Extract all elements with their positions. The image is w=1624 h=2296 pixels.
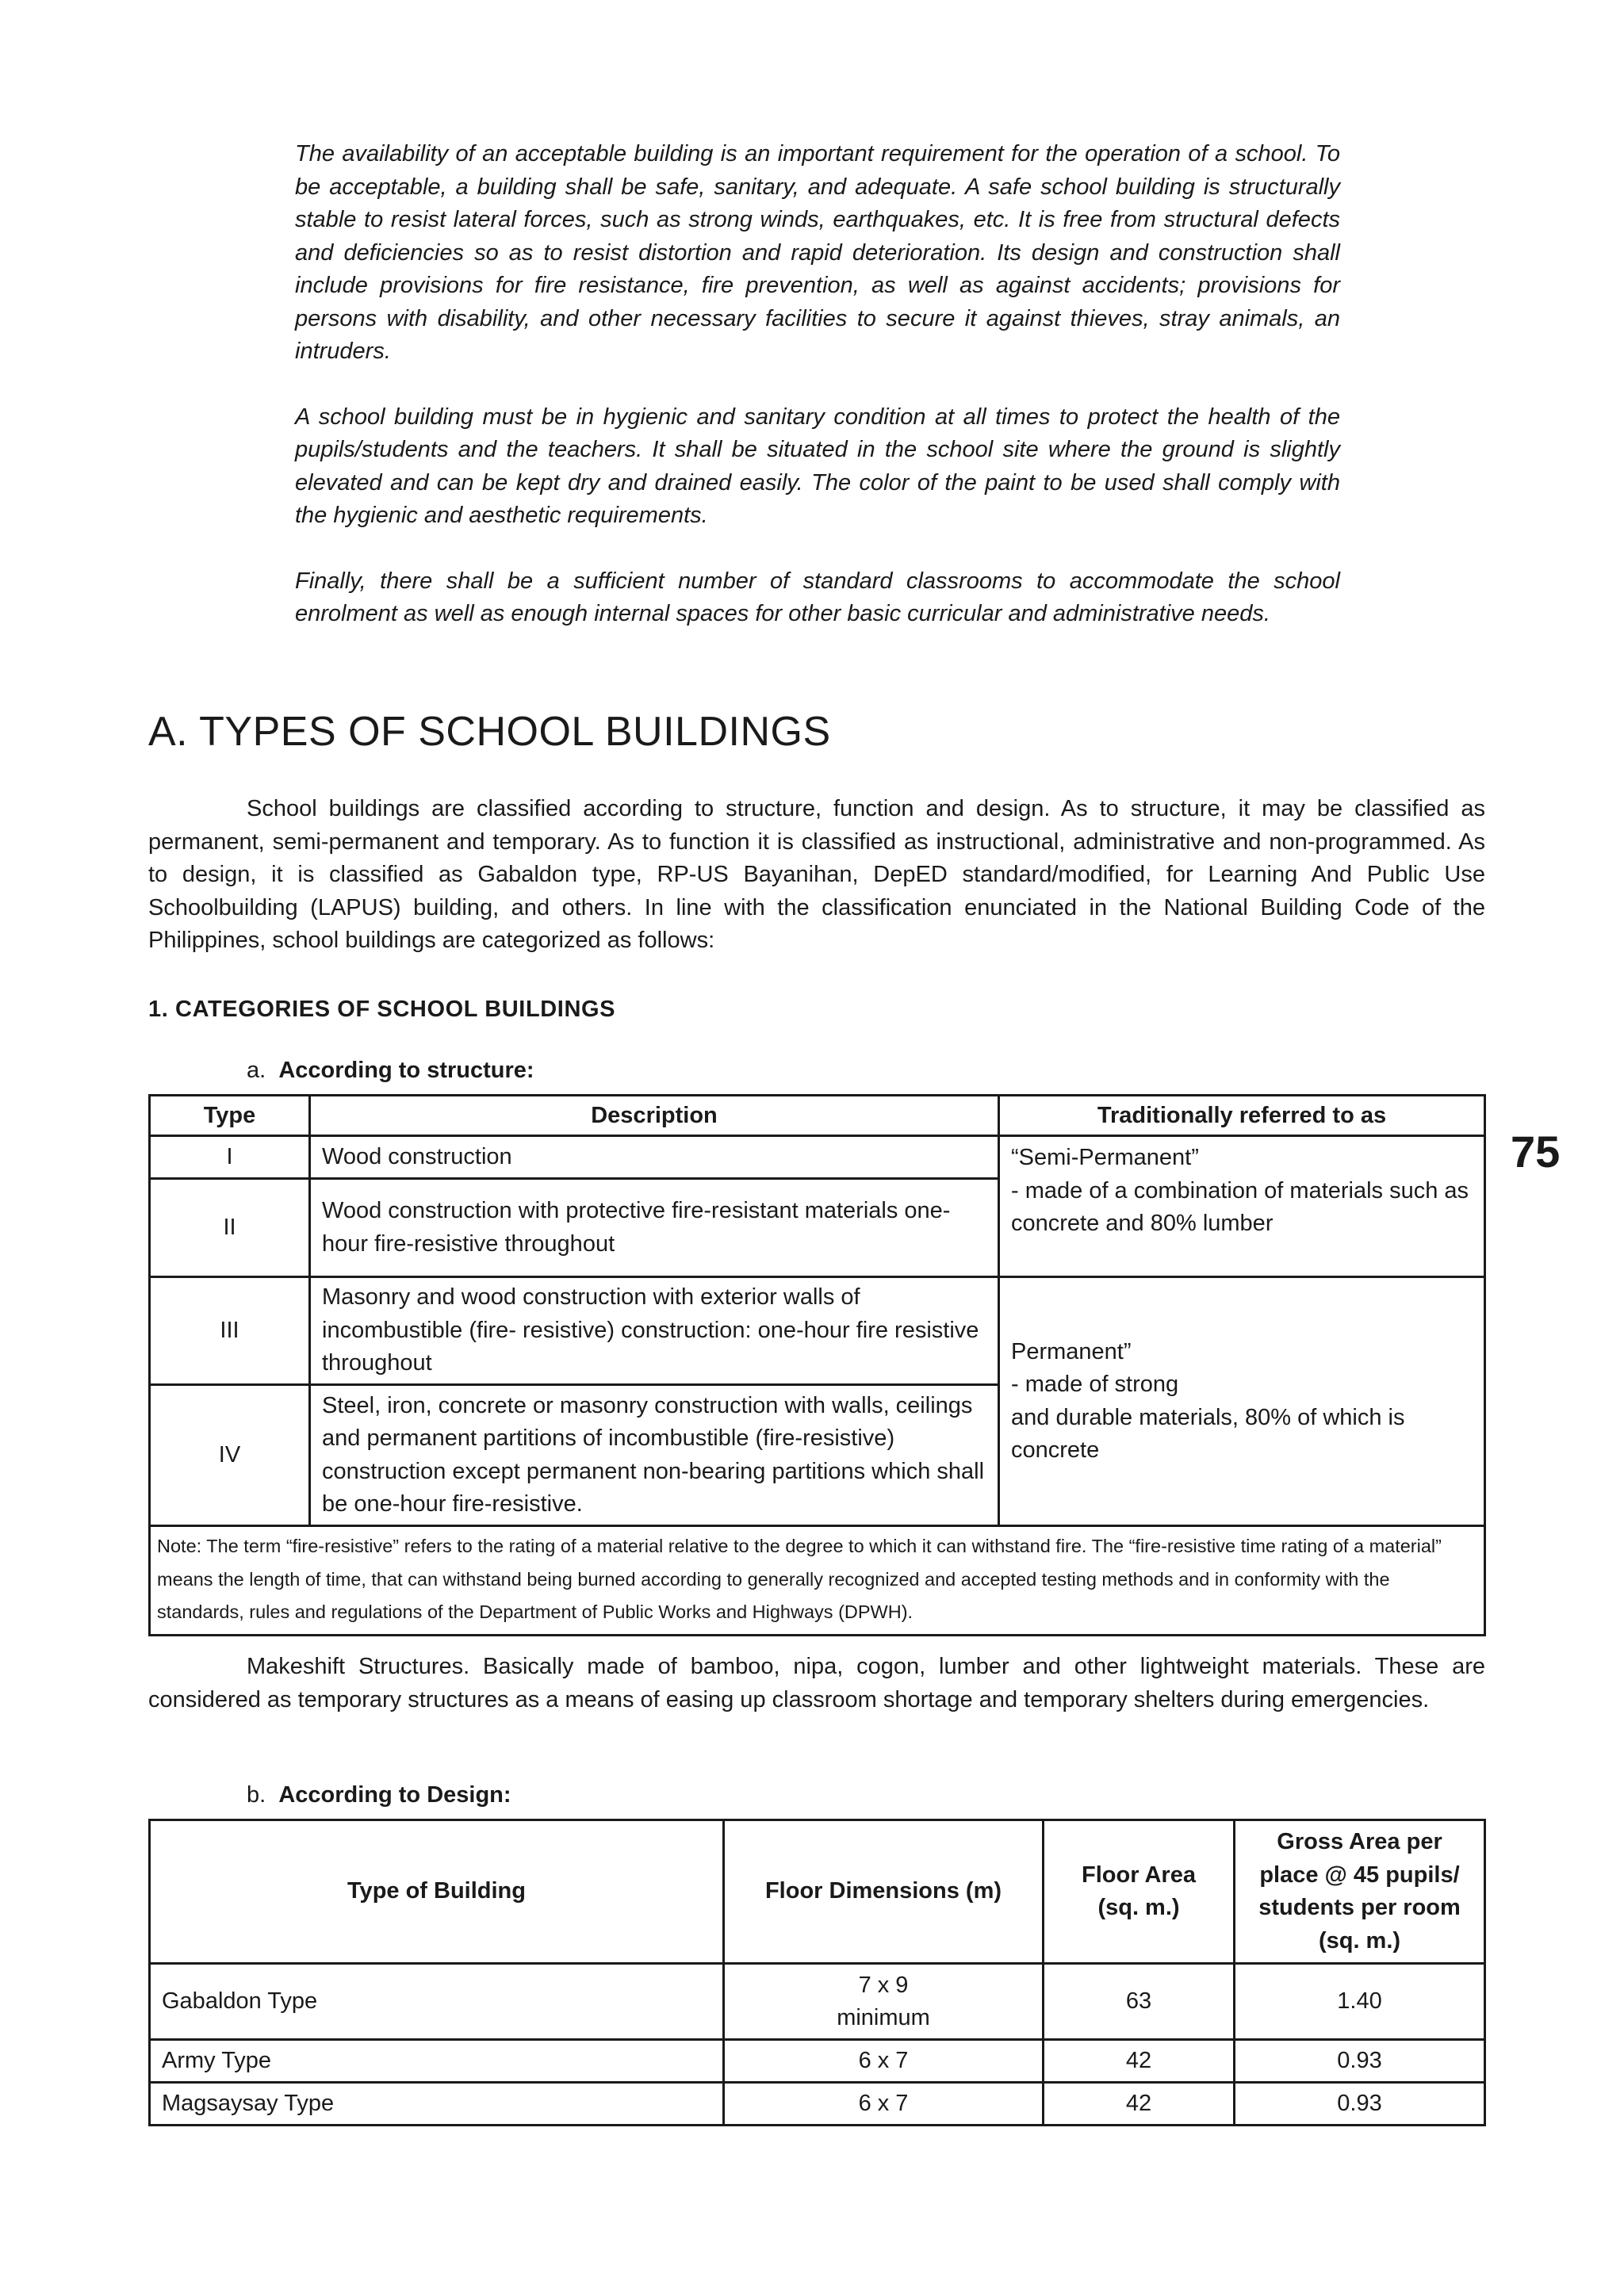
- traditional-permanent-description-1: - made of strong: [1011, 1372, 1179, 1397]
- floor-dimensions-cell: [724, 1964, 1044, 2040]
- floor-dimensions-cell: 6 x 7: [724, 2083, 1044, 2126]
- floor-dimensions-cell: 6 x 7: [724, 2040, 1044, 2083]
- type-cell: II: [150, 1179, 310, 1277]
- description-cell: Steel, iron, concrete or masonry construction with walls, ceilings and permanent partitions of incombustible (fire-resistive) construction except permanent non-bearing partitions which shall be one-hour fire-resistive.: [310, 1385, 999, 1526]
- traditional-semi-title: “Semi-Permanent”: [1011, 1145, 1199, 1170]
- description-cell: Wood construction with protective fire-resistant materials one-hour fire-resistive throughout: [310, 1179, 999, 1277]
- intro-paragraph-2: A school building must be in hygienic and sanitary condition at all times to protect the health of the pupils/students and the teachers. It shall be situated in the school site where the ground is slightly elevated and can be kept dry and drained easily. The color of the paint to be used shall comply with the hygienic and aesthetic requirements.: [295, 404, 1340, 528]
- design-label-prefix: b.: [247, 1782, 266, 1808]
- table-note: Note: The term “fire-resistive” refers to the rating of a material relative to the degree to which it can withstand fire. The “fire-resistive time rating of a material” means the length of time, that can withstand being burned according to generally recognized and accepted testing methods and in conformity with the standards, rules and regulations of the Department of Public Works and Highways (DPWH).: [150, 1526, 1485, 1636]
- gross-area-cell: 0.93: [1235, 2040, 1485, 2083]
- type-cell: IV: [150, 1385, 310, 1526]
- header-traditional: Traditionally referred to as: [999, 1096, 1485, 1136]
- traditional-permanent-description-2: and durable materials, 80% of which is concrete: [1011, 1404, 1405, 1463]
- header-floor-area-line-2: (sq. m.): [1097, 1895, 1180, 1920]
- building-type-cell: Gabaldon Type: [150, 1964, 724, 2040]
- header-gross-area-line-2: place @ 45 pupils/: [1259, 1862, 1460, 1888]
- table-header-row: [150, 1820, 1485, 1964]
- intro-block: [295, 138, 1340, 664]
- header-floor-area: [1044, 1820, 1235, 1964]
- header-type: Type: [150, 1096, 310, 1136]
- description-cell: Wood construction: [310, 1136, 999, 1179]
- traditional-permanent-cell: [999, 1277, 1485, 1526]
- table-row: [150, 2040, 1485, 2083]
- header-floor-dimensions: Floor Dimensions (m): [724, 1820, 1044, 1964]
- table-note-row: [150, 1526, 1485, 1636]
- intro-paragraph-1: The availability of an acceptable building is an important requirement for the operation of a school. To be acceptable, a building shall be safe, sanitary, and adequate. A safe school building is structurally stable to resist lateral forces, such as strong winds, earthquakes, etc. It is free from structural defects and deficiencies so as to resist distortion and rapid deterioration. Its design and construction shall include provisions for fire resistance, fire prevention, as well as against accidents; provisions for persons with disability, and other necessary facilities to secure it against thieves, stray animals, an intruders.: [295, 141, 1340, 364]
- type-cell: I: [150, 1136, 310, 1179]
- traditional-permanent-title: Permanent”: [1011, 1338, 1132, 1364]
- design-label: [247, 1782, 511, 1808]
- floor-area-cell: 42: [1044, 2040, 1235, 2083]
- structure-table: [148, 1094, 1486, 1636]
- makeshift-paragraph: Makeshift Structures. Basically made of bamboo, nipa, cogon, lumber and other lightweight materials. These are considered as temporary structures as a means of easing up classroom shortage and temporary shelters during emergencies.: [148, 1654, 1485, 1712]
- gross-area-cell: 1.40: [1235, 1964, 1485, 2040]
- page-number: 75: [1511, 1127, 1561, 1177]
- table-header-row: [150, 1096, 1485, 1136]
- table-row: [150, 1136, 1485, 1179]
- table-row: [150, 1277, 1485, 1385]
- header-description: Description: [310, 1096, 999, 1136]
- categories-heading: 1. CATEGORIES OF SCHOOL BUILDINGS: [148, 997, 616, 1022]
- table-row: [150, 2083, 1485, 2126]
- header-floor-area-line-1: Floor Area: [1082, 1862, 1196, 1888]
- structure-label-prefix: a.: [247, 1058, 266, 1083]
- floor-area-cell: 42: [1044, 2083, 1235, 2126]
- structure-label: [247, 1058, 534, 1084]
- floor-area-cell: 63: [1044, 1964, 1235, 2040]
- structure-label-text: According to structure:: [278, 1058, 534, 1083]
- building-type-cell: Magsaysay Type: [150, 2083, 724, 2126]
- building-type-cell: Army Type: [150, 2040, 724, 2083]
- traditional-semi-cell: [999, 1136, 1485, 1277]
- table-row: [150, 1964, 1485, 2040]
- header-type-of-building: Type of Building: [150, 1820, 724, 1964]
- intro-paragraph-3: Finally, there shall be a sufficient number of standard classrooms to accommodate the school enrolment as well as enough internal spaces for other basic curricular and administrative needs.: [295, 568, 1340, 626]
- section-paragraph: School buildings are classified according to structure, function and design. As to structure, it may be classified as permanent, semi-permanent and temporary. As to function it is classified as instructional, administrative and non-programmed. As to design, it is classified as Gabaldon type, RP-US Bayanihan, DepED standard/modified, for Learning And Public Use Schoolbuilding (LAPUS) building, and others. In line with the classification enunciated in the National Building Code of the Philippines, school buildings are categorized as follows:: [148, 796, 1485, 953]
- floor-dimensions-value: 7 x 9: [858, 1972, 909, 1998]
- design-table: [148, 1819, 1486, 2126]
- section-title: A. TYPES OF SCHOOL BUILDINGS: [148, 709, 831, 755]
- floor-dimensions-note: minimum: [837, 2004, 930, 2030]
- type-cell: III: [150, 1277, 310, 1385]
- description-cell: Masonry and wood construction with exterior walls of incombustible (fire- resistive) construction: one-hour fire resistive throughout: [310, 1277, 999, 1385]
- traditional-semi-description: - made of a combination of materials such as concrete and 80% lumber: [1011, 1177, 1469, 1236]
- header-gross-area-line-3: students per room: [1258, 1895, 1461, 1920]
- header-gross-area-line-1: Gross Area per: [1277, 1829, 1442, 1854]
- gross-area-cell: 0.93: [1235, 2083, 1485, 2126]
- header-gross-area: [1235, 1820, 1485, 1964]
- design-label-text: According to Design:: [278, 1782, 511, 1808]
- header-gross-area-line-4: (sq. m.): [1318, 1927, 1401, 1954]
